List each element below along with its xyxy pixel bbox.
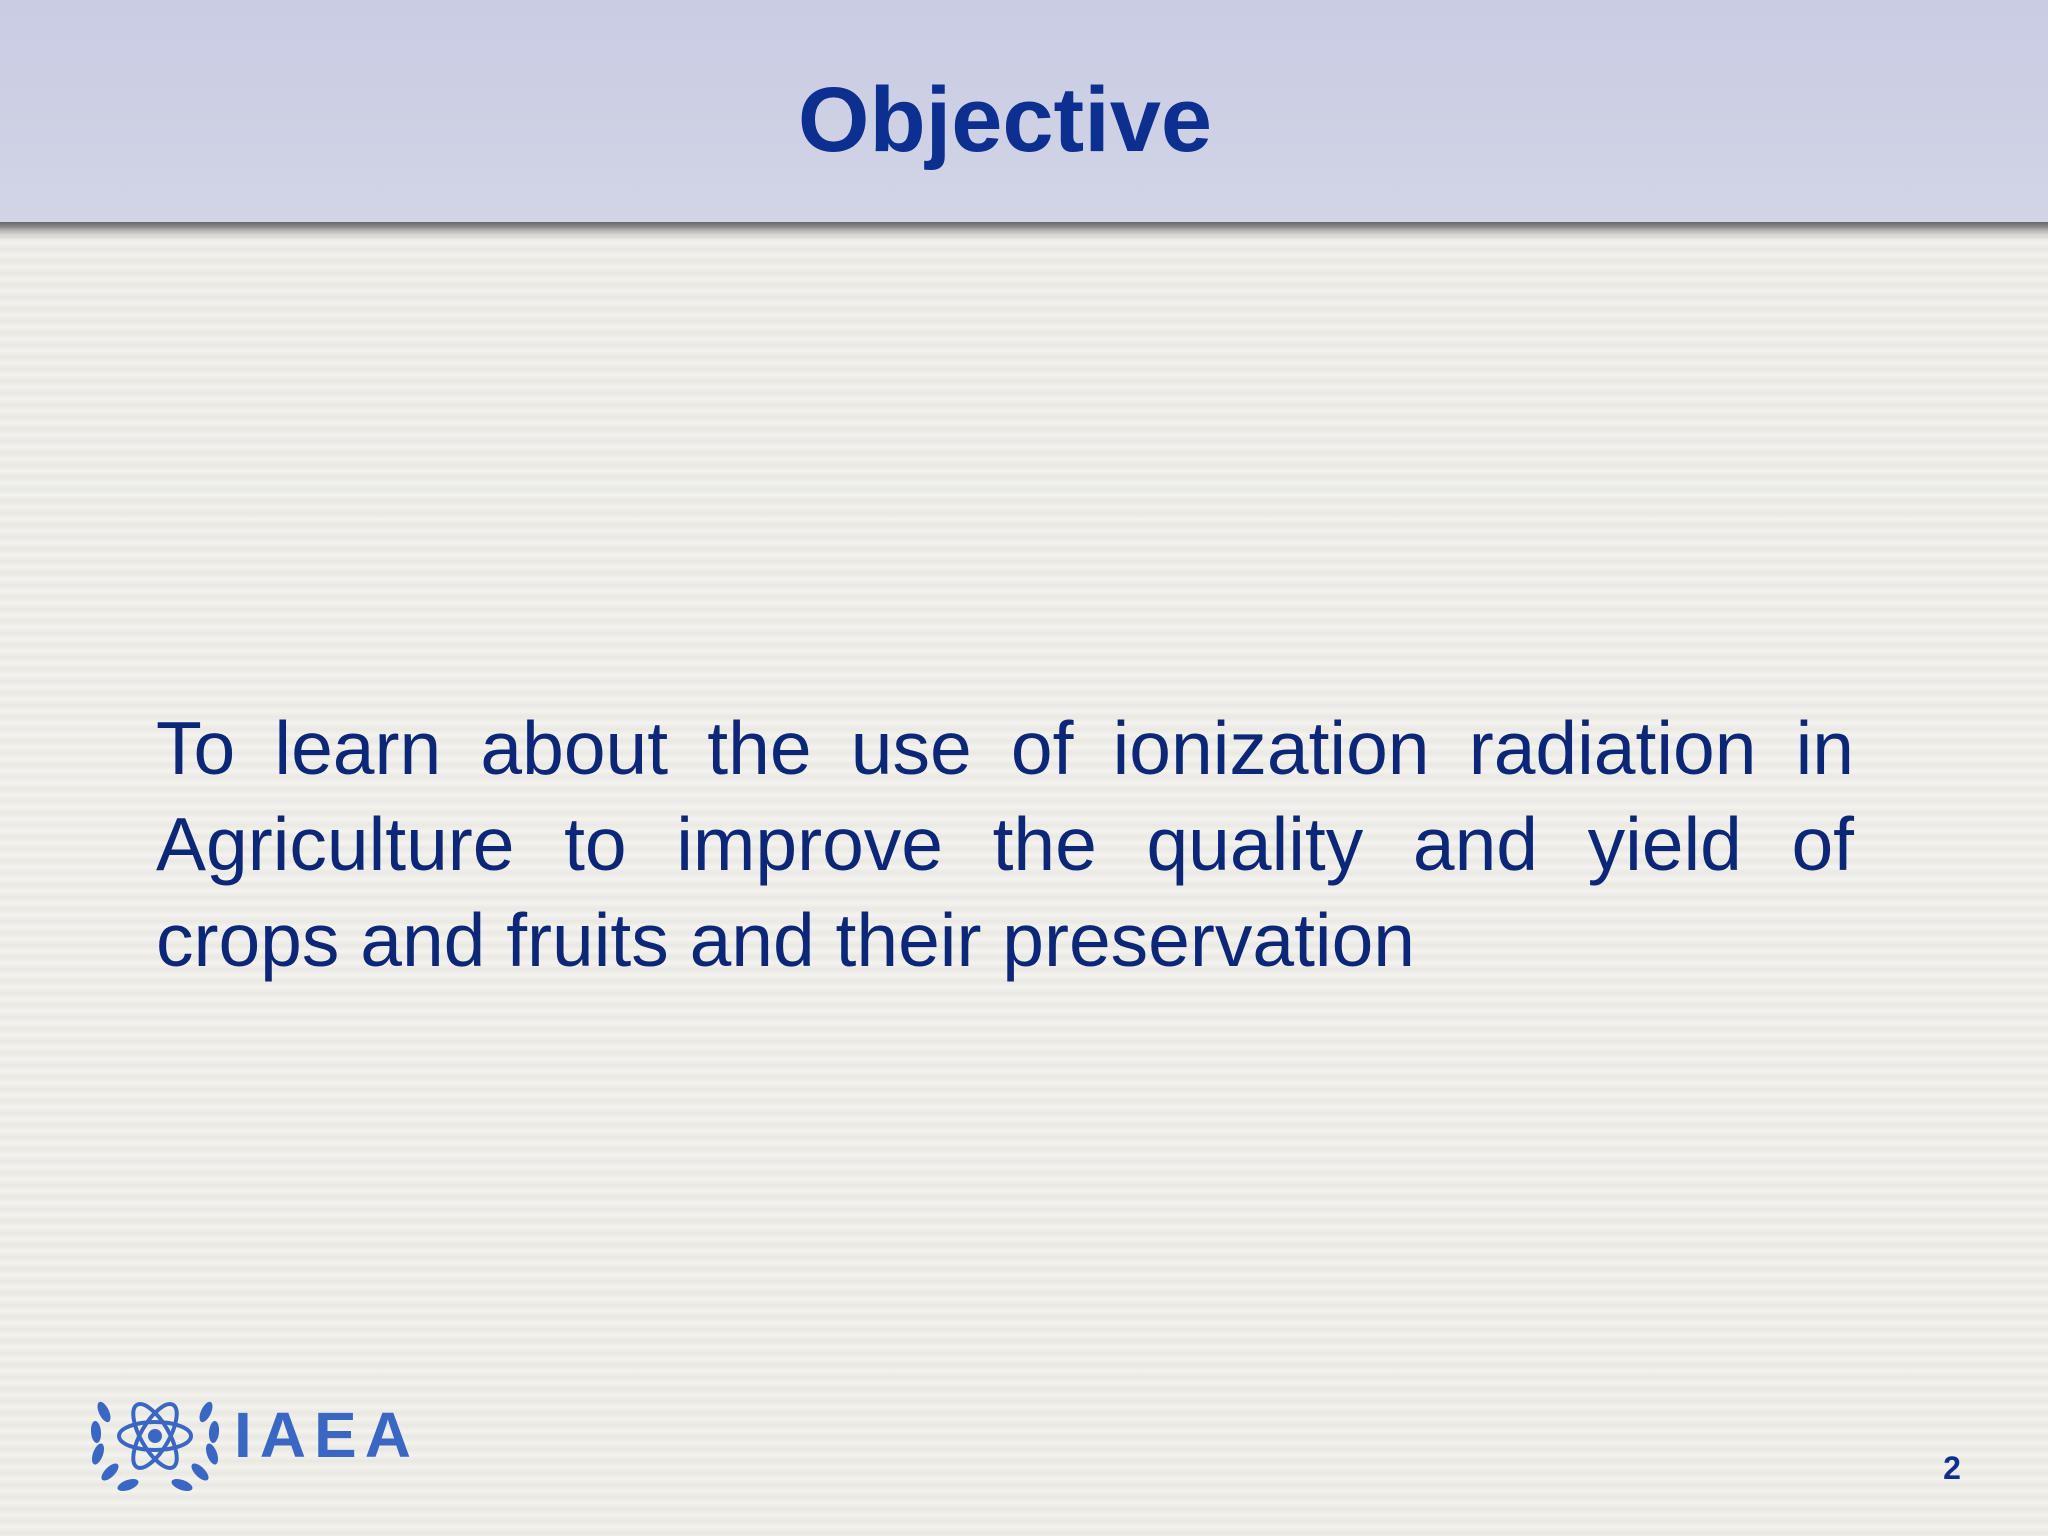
page-number: 2 bbox=[1943, 1450, 1961, 1486]
header-divider bbox=[0, 222, 2048, 240]
logo-wordmark: IAEA bbox=[234, 1399, 419, 1471]
slide-title: Objective bbox=[797, 69, 1213, 171]
objective-text: To learn about the use of ionization radiation in Agriculture to improve the quality and yield of crops and fruits and their preservation bbox=[156, 706, 1854, 982]
iaea-emblem-icon bbox=[82, 1372, 228, 1502]
iaea-logo bbox=[82, 1372, 442, 1502]
